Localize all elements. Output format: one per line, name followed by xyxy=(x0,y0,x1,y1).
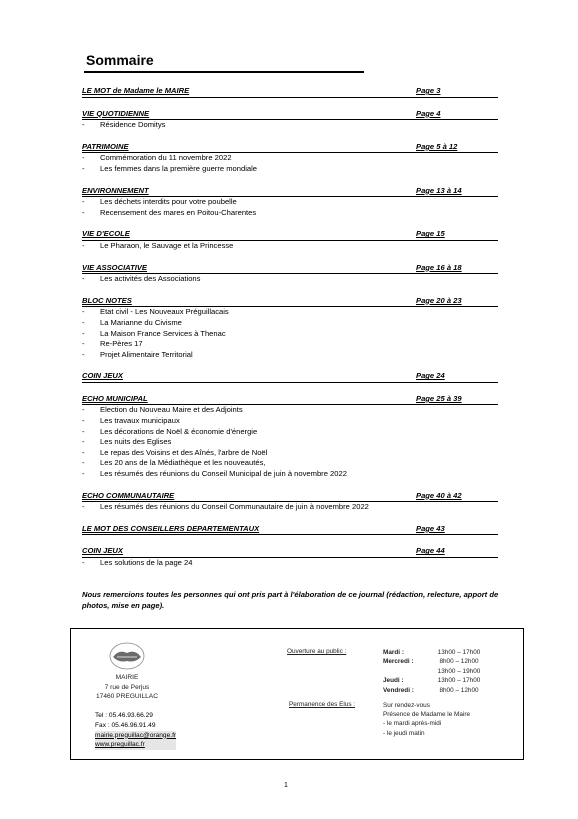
toc-section xyxy=(82,524,498,536)
section-title: VIE QUOTIDIENNE xyxy=(82,108,150,118)
list-item xyxy=(82,318,498,329)
bullet-dash: - xyxy=(82,405,85,415)
opening-hours-label: Ouverture au public : xyxy=(287,648,347,655)
bullet-dash: - xyxy=(82,502,85,512)
page-title: Sommaire xyxy=(86,52,154,68)
mairie-line: MAIRIE xyxy=(115,674,139,681)
title-underline xyxy=(84,71,364,73)
item-text: Les résumés des réunions du Conseil Municipal de juin à novembre 2022 xyxy=(100,469,347,479)
mairie-line: 17460 PREGUILLAC xyxy=(96,693,158,700)
item-text: Résidence Domitys xyxy=(100,120,166,130)
permanence-line: - le mardi après-midi xyxy=(383,720,442,728)
toc-section-heading xyxy=(82,524,498,536)
list-item xyxy=(82,437,498,448)
section-title: ENVIRONNEMENT xyxy=(82,185,149,195)
page-number: 1 xyxy=(284,782,288,789)
section-page-ref: Page 16 à 18 xyxy=(416,262,462,272)
toc-section xyxy=(82,186,498,219)
list-item xyxy=(82,469,498,480)
permanence-details xyxy=(383,701,470,738)
bullet-dash: - xyxy=(82,469,85,479)
item-text: Recensement des mares en Poitou-Charentes xyxy=(100,207,257,217)
contact-box xyxy=(70,628,524,760)
toc-section-heading xyxy=(82,142,498,154)
item-text: Les solutions de la page 24 xyxy=(100,558,193,567)
section-title: ECHO COMMUNAUTAIRE xyxy=(82,490,175,500)
section-items xyxy=(82,274,498,285)
item-text: Les 20 ans de la Médiathèque et les nouveautés, xyxy=(100,458,266,468)
section-title: VIE D'ECOLE xyxy=(82,229,130,239)
section-items xyxy=(82,120,498,131)
list-item xyxy=(82,164,498,175)
mairie-line: 7 rue de Perjus xyxy=(104,683,150,691)
item-text: Les décorations de Noël & économie d'énergie xyxy=(100,426,258,436)
toc-section xyxy=(82,109,498,131)
section-title: PATRIMOINE xyxy=(82,141,129,151)
toc-section xyxy=(82,296,498,361)
section-page-ref: Page 25 à 39 xyxy=(416,393,462,403)
fax-number: Fax : 05.46.96.91.49 xyxy=(95,721,156,729)
hours-times: 13h00 – 17h00 xyxy=(437,649,481,656)
town-crest-icon xyxy=(107,639,147,673)
item-text: Le repas des Voisins et des Aînés, l'arbre de Noël xyxy=(100,447,268,457)
section-page-ref: Page 3 xyxy=(416,86,441,95)
list-item xyxy=(82,339,498,350)
section-page-ref: Page 4 xyxy=(416,108,441,118)
list-item xyxy=(82,405,498,416)
section-items xyxy=(82,502,498,513)
toc-section-heading xyxy=(82,109,498,121)
section-items xyxy=(82,405,498,479)
item-text: Re-Pères 17 xyxy=(100,339,143,349)
list-item xyxy=(82,197,498,208)
list-item xyxy=(82,416,498,427)
hours-row xyxy=(383,676,489,685)
bullet-dash: - xyxy=(82,328,85,338)
list-item xyxy=(82,307,498,318)
bullet-dash: - xyxy=(82,163,85,173)
section-title: COIN JEUX xyxy=(82,546,123,556)
section-title: BLOC NOTES xyxy=(82,295,132,305)
toc-section xyxy=(82,229,498,251)
bullet-dash: - xyxy=(82,307,85,317)
table-of-contents xyxy=(82,86,498,580)
bullet-dash: - xyxy=(82,240,85,250)
item-text: Les déchets interdits pour votre poubelle xyxy=(100,197,237,207)
permanence-line: Présence de Madame le Maire xyxy=(383,711,471,719)
bullet-dash: - xyxy=(82,317,85,327)
item-text: Les activités des Associations xyxy=(100,274,201,284)
section-items xyxy=(82,558,498,569)
item-text: Les femmes dans la première guerre mondiale xyxy=(100,163,258,173)
list-item xyxy=(82,120,498,131)
section-items xyxy=(82,153,498,174)
section-items xyxy=(82,307,498,360)
section-page-ref: Page 13 à 14 xyxy=(416,185,462,195)
hours-day: Mardi : xyxy=(383,649,404,656)
email-link[interactable]: mairie.preguillac@orange.fr xyxy=(95,731,177,739)
hours-day xyxy=(383,667,429,676)
hours-day: Vendredi : xyxy=(383,686,414,694)
section-page-ref: Page 5 à 12 xyxy=(416,141,458,151)
section-items xyxy=(82,197,498,218)
section-page-ref: Page 15 xyxy=(416,229,445,239)
hours-row xyxy=(383,667,489,676)
section-title: ECHO MUNICIPAL xyxy=(82,393,148,403)
item-text: Le Pharaon, le Sauvage et la Princesse xyxy=(100,240,234,250)
item-text: Les nuits des Eglises xyxy=(100,437,172,447)
item-text: Etat civil - Les Nouveaux Préguillacais xyxy=(100,307,229,317)
toc-section-heading xyxy=(82,263,498,275)
permanence-label: Permanence des Elus : xyxy=(289,701,356,708)
toc-section xyxy=(82,142,498,175)
list-item xyxy=(82,502,498,513)
item-text: Commémoration du 11 novembre 2022 xyxy=(100,153,232,163)
permanence-line: Sur rendez-vous xyxy=(383,702,430,709)
hours-times: 8h00 – 12h00 xyxy=(439,658,479,666)
hours-row xyxy=(383,657,489,666)
list-item xyxy=(82,350,498,361)
list-item xyxy=(82,208,498,219)
toc-section-heading xyxy=(82,229,498,241)
list-item xyxy=(82,427,498,438)
toc-section-heading xyxy=(82,296,498,308)
item-text: Les résumés des réunions du Conseil Communautaire de juin à novembre 2022 xyxy=(100,502,369,512)
section-title: LE MOT de Madame le MAIRE xyxy=(82,86,190,95)
toc-section xyxy=(82,86,498,98)
hours-times: 13h00 – 17h00 xyxy=(437,677,481,685)
section-title: VIE ASSOCIATIVE xyxy=(82,262,147,272)
item-text: La Marianne du Civisme xyxy=(100,317,182,327)
bullet-dash: - xyxy=(82,197,85,207)
toc-section xyxy=(82,394,498,480)
phone-number: Tel : 05.46.93.66.29 xyxy=(95,712,153,719)
mairie-address xyxy=(81,673,173,702)
toc-section xyxy=(82,546,498,568)
toc-section-heading xyxy=(82,394,498,406)
bullet-dash: - xyxy=(82,120,85,130)
hours-row xyxy=(383,648,489,657)
bullet-dash: - xyxy=(82,447,85,457)
website-link[interactable]: www.preguillac.fr xyxy=(95,740,176,750)
bullet-dash: - xyxy=(82,426,85,436)
opening-hours xyxy=(383,648,489,695)
bullet-dash: - xyxy=(82,339,85,349)
toc-section-heading xyxy=(82,186,498,198)
section-title: LE MOT DES CONSEILLERS DEPARTEMENTAUX xyxy=(82,523,260,533)
toc-section xyxy=(82,263,498,285)
bullet-dash: - xyxy=(82,274,85,284)
hours-times: 13h00 – 19h00 xyxy=(437,667,481,675)
list-item xyxy=(82,458,498,469)
hours-day: Jeudi : xyxy=(383,677,404,685)
item-text: Projet Alimentaire Territorial xyxy=(100,349,193,359)
item-text: La Maison France Services à Thenac xyxy=(100,328,226,338)
section-title: COIN JEUX xyxy=(82,371,123,381)
toc-section-heading xyxy=(82,491,498,503)
bullet-dash: - xyxy=(82,416,85,426)
list-item xyxy=(82,329,498,340)
item-text: Election du Nouveau Maire et des Adjoints xyxy=(100,405,243,415)
toc-section-heading xyxy=(82,371,498,383)
hours-row xyxy=(383,686,489,695)
bullet-dash: - xyxy=(82,437,85,447)
bullet-dash: - xyxy=(82,349,85,359)
list-item xyxy=(82,558,498,569)
list-item xyxy=(82,448,498,459)
toc-section-heading xyxy=(82,86,498,98)
bullet-dash: - xyxy=(82,458,85,468)
list-item xyxy=(82,241,498,252)
section-page-ref: Page 43 xyxy=(416,523,445,533)
list-item xyxy=(82,274,498,285)
section-page-ref: Page 24 xyxy=(416,371,445,381)
section-page-ref: Page 44 xyxy=(416,546,445,556)
toc-section xyxy=(82,491,498,513)
thanks-note: Nous remercions toutes les personnes qui ont pris part à l'élaboration de ce journal (rédaction, relecture, apport de photos, mise en page). xyxy=(82,590,499,610)
bullet-dash: - xyxy=(82,207,85,217)
section-page-ref: Page 20 à 23 xyxy=(416,295,462,305)
permanence-line: - le jeudi matin xyxy=(383,729,425,737)
section-items xyxy=(82,241,498,252)
list-item xyxy=(82,153,498,164)
bullet-dash: - xyxy=(82,153,85,163)
toc-section xyxy=(82,371,498,383)
hours-times: 8h00 – 12h00 xyxy=(439,686,479,694)
hours-day: Mercredi : xyxy=(383,658,414,666)
toc-section-heading xyxy=(82,546,498,558)
contact-details xyxy=(95,711,176,750)
section-page-ref: Page 40 à 42 xyxy=(416,490,462,500)
item-text: Les travaux municipaux xyxy=(100,416,180,426)
bullet-dash: - xyxy=(82,558,85,567)
